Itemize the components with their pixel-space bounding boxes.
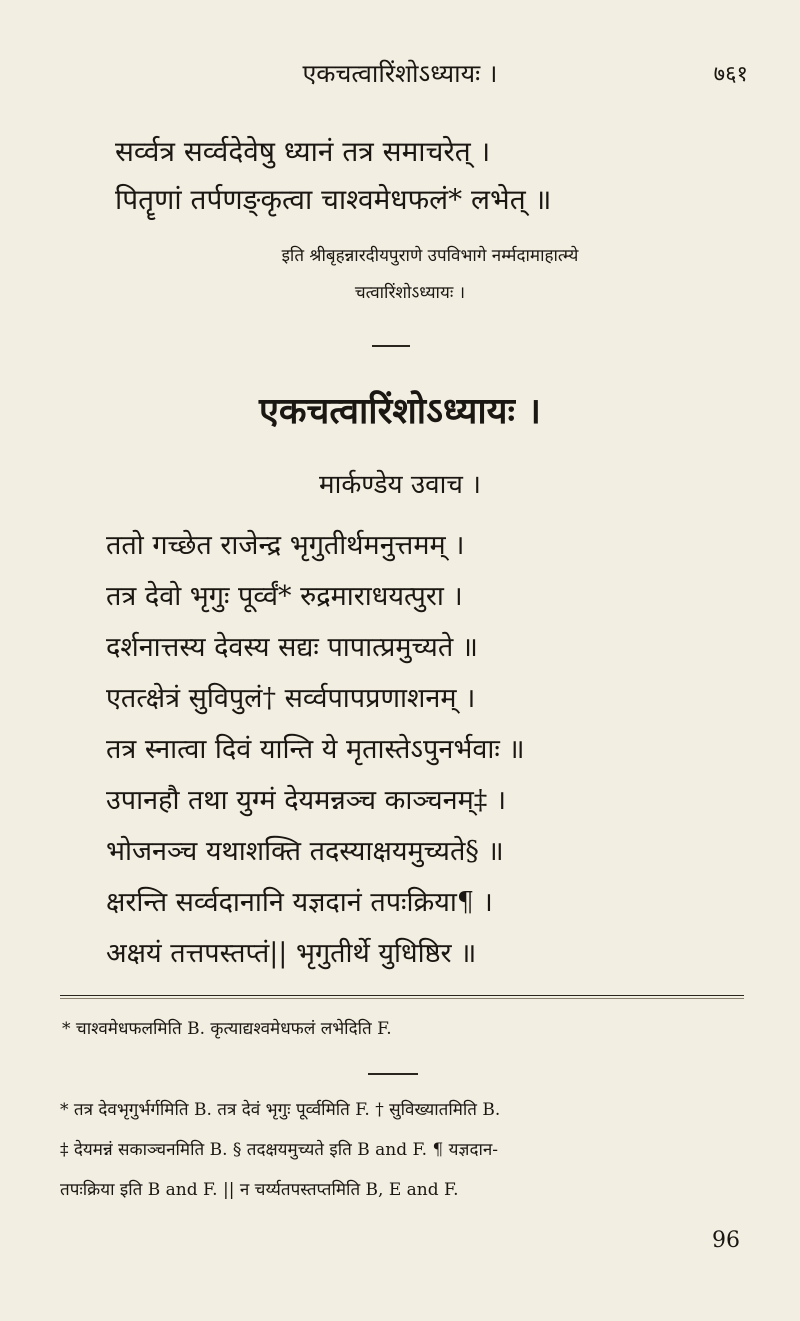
section-divider xyxy=(372,345,410,347)
sloka-line: क्षरन्ति सर्व्वदानानि यज्ञदानं तपःक्रिया¶ । xyxy=(106,887,493,918)
page-number-arabic: 96 xyxy=(712,1228,740,1253)
running-title: एकचत्वारिंशोऽध्यायः । xyxy=(302,59,498,88)
footnote-line: * चाश्वमेधफलमिति B. कृत्याद्यश्वमेधफलं लभेदिति F. xyxy=(62,1019,392,1039)
footnote-rule-secondary xyxy=(60,998,744,999)
sloka-line: तत्र स्नात्वा दिवं यान्ति ये मृतास्तेऽपुनर्भवाः ॥ xyxy=(106,734,525,765)
footnote-rule xyxy=(60,995,744,996)
footnote-divider xyxy=(368,1073,418,1075)
page-number-devanagari: ७६१ xyxy=(713,62,748,87)
footnote-line: ‡ देयमन्नं सकाञ्चनमिति B. § तदक्षयमुच्यते इति B and F. ¶ यज्ञदान- xyxy=(60,1140,499,1160)
speaker-heading: मार्कण्डेय उवाच । xyxy=(319,470,481,500)
sloka-line: दर्शनात्तस्य देवस्य सद्यः पापात्प्रमुच्यते ॥ xyxy=(106,632,478,663)
footnote-line: * तत्र देवभृगुर्भर्गमिति B. तत्र देवं भृगुः पूर्व्वमिति F. † सुविख्यातमिति B. xyxy=(60,1100,501,1120)
chapter-title: एकचत्वारिंशोऽध्यायः । xyxy=(258,390,542,432)
sloka-line: भोजनञ्च यथाशक्ति तदस्याक्षयमुच्यते§ ॥ xyxy=(106,836,504,867)
running-head xyxy=(0,52,800,92)
sloka-line: तत्र देवो भृगुः पूर्व्वं* रुद्रमाराधयत्पुरा । xyxy=(106,581,463,612)
footnote-line: तपःक्रिया इति B and F. || न चर्य्यतपस्तप्तमिति B, E and F. xyxy=(60,1180,459,1200)
colophon-line: इति श्रीबृहन्नारदीयपुराणे उपविभागे नर्म्मदामाहात्म्ये xyxy=(281,246,579,266)
sloka-line: ततो गच्छेत राजेन्द्र भृगुतीर्थमनुत्तमम् । xyxy=(106,530,465,561)
sloka-line: अक्षयं तत्तपस्तप्तं|| भृगुतीर्थे युधिष्ठिर ॥ xyxy=(106,938,477,969)
colophon-line: चत्वारिंशोऽध्यायः । xyxy=(354,283,466,303)
sloka-line: एतत्क्षेत्रं सुविपुलं† सर्व्वपापप्रणाशनम् । xyxy=(106,683,476,714)
closing-verse-line: पितॄणां तर्पणङ्कृत्वा चाश्वमेधफलं* लभेत् ॥ xyxy=(115,183,552,216)
sloka-line: उपानहौ तथा युग्मं देयमन्नञ्च काञ्चनम्‡ । xyxy=(106,785,507,816)
closing-verse-line: सर्व्वत्र सर्व्वदेवेषु ध्यानं तत्र समाचरेत् । xyxy=(115,135,491,168)
